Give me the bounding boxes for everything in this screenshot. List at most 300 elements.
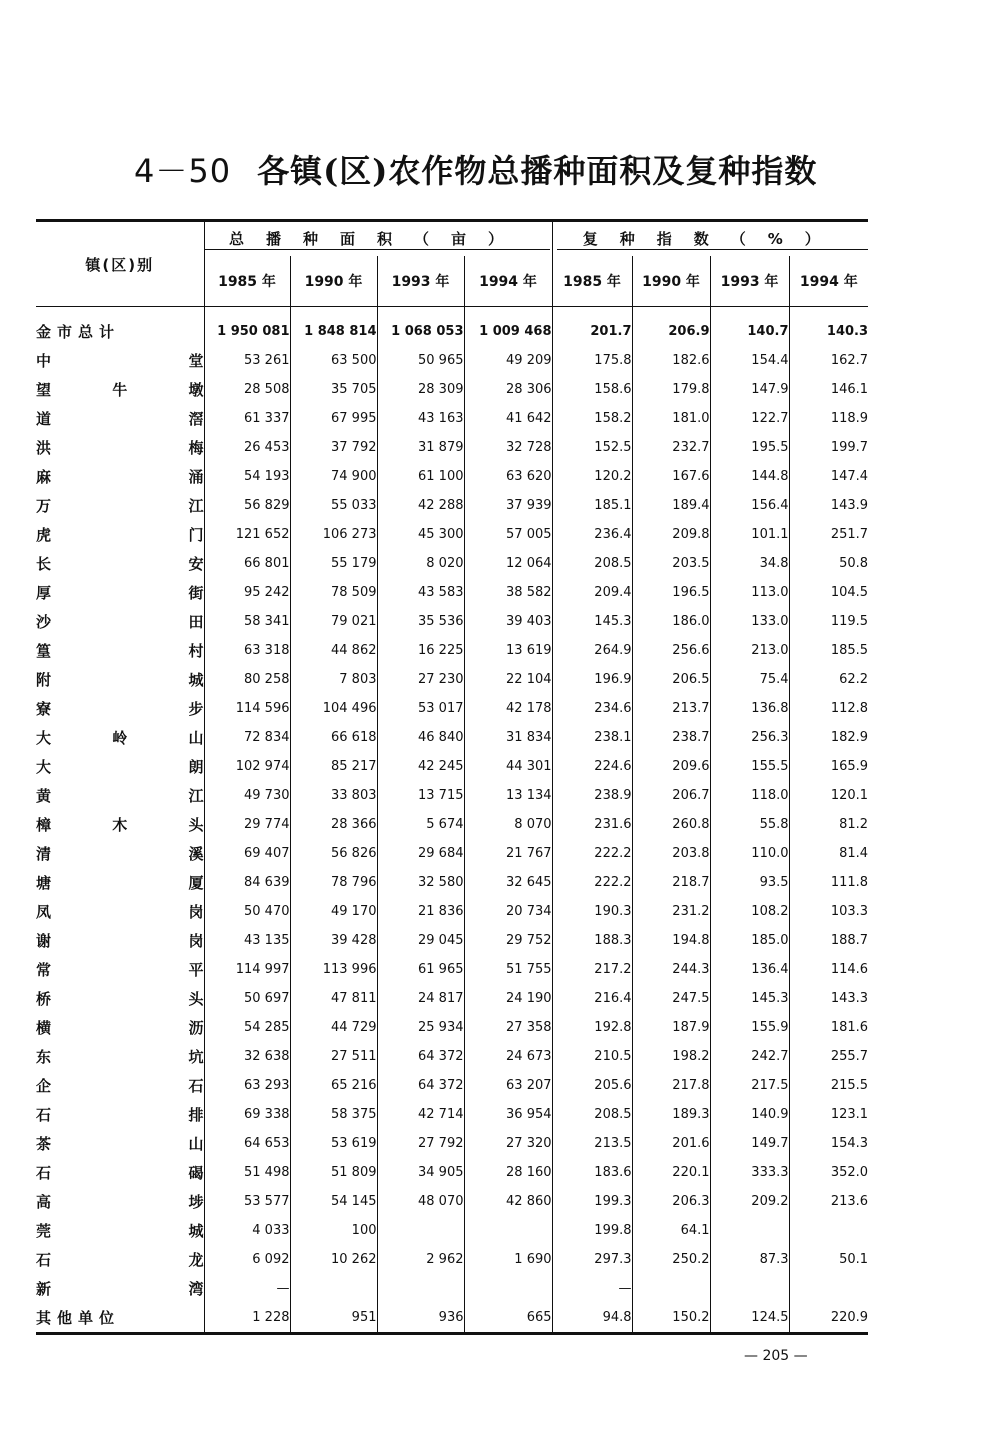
index-cell: 224.6 xyxy=(552,752,632,781)
index-cell: 143.3 xyxy=(789,984,868,1013)
index-cell: 244.3 xyxy=(632,955,710,984)
index-cell: 118.9 xyxy=(789,404,868,433)
index-cell: 196.5 xyxy=(632,578,710,607)
area-cell: 63 207 xyxy=(464,1071,552,1100)
area-cell: 1 848 814 xyxy=(290,317,377,346)
area-cell: 121 652 xyxy=(204,520,290,549)
index-cell: 167.6 xyxy=(632,462,710,491)
index-cell: 81.2 xyxy=(789,810,868,839)
area-cell: 58 375 xyxy=(290,1100,377,1129)
area-cell: 1 009 468 xyxy=(464,317,552,346)
table-row xyxy=(36,752,868,781)
area-cell xyxy=(464,1216,552,1245)
index-cell: 205.6 xyxy=(552,1071,632,1100)
area-cell: 84 639 xyxy=(204,868,290,897)
town-name xyxy=(36,723,204,752)
table-row xyxy=(36,636,868,665)
index-cell: 251.7 xyxy=(789,520,868,549)
town-name-text: 高 埗 xyxy=(36,1193,204,1211)
town-name xyxy=(36,1158,204,1187)
index-cell: 50.1 xyxy=(789,1245,868,1274)
index-cell: 203.5 xyxy=(632,549,710,578)
area-cell: 53 017 xyxy=(377,694,464,723)
area-cell: 69 338 xyxy=(204,1100,290,1129)
town-name xyxy=(36,1245,204,1274)
town-name-text: 新 湾 xyxy=(36,1280,204,1298)
index-cell: 256.3 xyxy=(710,723,789,752)
table-row xyxy=(36,1274,868,1303)
town-name xyxy=(36,810,204,839)
index-cell: 179.8 xyxy=(632,375,710,404)
group-header-index: 复种指数（%） xyxy=(552,221,868,256)
area-cell: 24 817 xyxy=(377,984,464,1013)
area-cell: 42 288 xyxy=(377,491,464,520)
area-cell: 32 638 xyxy=(204,1042,290,1071)
index-cell: 55.8 xyxy=(710,810,789,839)
town-name-text: 篁 村 xyxy=(36,642,204,660)
index-cell: 217.8 xyxy=(632,1071,710,1100)
index-cell: 196.9 xyxy=(552,665,632,694)
area-cell: 36 954 xyxy=(464,1100,552,1129)
town-name-text: 常 平 xyxy=(36,961,204,979)
index-cell: 158.2 xyxy=(552,404,632,433)
town-name-text: 金市总计 xyxy=(36,323,121,341)
spacer-row xyxy=(36,307,868,318)
area-cell: 51 809 xyxy=(290,1158,377,1187)
area-cell xyxy=(377,1274,464,1303)
index-cell: 111.8 xyxy=(789,868,868,897)
area-cell: 28 306 xyxy=(464,375,552,404)
town-name-text: 其他单位 xyxy=(36,1309,121,1327)
index-cell: 215.5 xyxy=(789,1071,868,1100)
index-cell: 165.9 xyxy=(789,752,868,781)
index-cell: 140.3 xyxy=(789,317,868,346)
index-cell: 231.6 xyxy=(552,810,632,839)
index-cell: 34.8 xyxy=(710,549,789,578)
table-row xyxy=(36,462,868,491)
index-cell: 192.8 xyxy=(552,1013,632,1042)
index-cell: 206.5 xyxy=(632,665,710,694)
area-cell: 53 261 xyxy=(204,346,290,375)
index-cell: 234.6 xyxy=(552,694,632,723)
index-cell: 199.7 xyxy=(789,433,868,462)
area-cell: 61 100 xyxy=(377,462,464,491)
town-name-text: 东 坑 xyxy=(36,1048,204,1066)
area-cell: 37 939 xyxy=(464,491,552,520)
area-cell: 16 225 xyxy=(377,636,464,665)
index-cell: 247.5 xyxy=(632,984,710,1013)
area-cell: 13 715 xyxy=(377,781,464,810)
index-cell: 136.4 xyxy=(710,955,789,984)
index-cell: 222.2 xyxy=(552,868,632,897)
area-cell: 4 033 xyxy=(204,1216,290,1245)
index-cell: 185.5 xyxy=(789,636,868,665)
town-name-text: 樟 木 头 xyxy=(36,816,204,834)
index-cell: 50.8 xyxy=(789,549,868,578)
area-cell: 12 064 xyxy=(464,549,552,578)
index-cell: 186.0 xyxy=(632,607,710,636)
index-cell: 122.7 xyxy=(710,404,789,433)
area-cell: 41 642 xyxy=(464,404,552,433)
index-cell: 118.0 xyxy=(710,781,789,810)
town-name-text: 莞 城 xyxy=(36,1222,204,1240)
town-name xyxy=(36,578,204,607)
index-cell: 194.8 xyxy=(632,926,710,955)
town-name-text: 横 沥 xyxy=(36,1019,204,1037)
index-cell: 140.9 xyxy=(710,1100,789,1129)
area-cell: 63 620 xyxy=(464,462,552,491)
area-cell: 38 582 xyxy=(464,578,552,607)
town-name-text: 沙 田 xyxy=(36,613,204,631)
town-name xyxy=(36,462,204,491)
page-title xyxy=(134,146,834,192)
town-name-text: 塘 厦 xyxy=(36,874,204,892)
area-cell: 31 834 xyxy=(464,723,552,752)
area-cell: 1 950 081 xyxy=(204,317,290,346)
table-row xyxy=(36,1245,868,1274)
town-name xyxy=(36,665,204,694)
town-name-text: 石 排 xyxy=(36,1106,204,1124)
index-cell: 181.0 xyxy=(632,404,710,433)
area-cell: 55 033 xyxy=(290,491,377,520)
total-row xyxy=(36,317,868,346)
index-cell: 145.3 xyxy=(710,984,789,1013)
area-cell: 64 372 xyxy=(377,1071,464,1100)
town-name xyxy=(36,1129,204,1158)
index-cell: — xyxy=(552,1274,632,1303)
table-row xyxy=(36,1100,868,1129)
town-name-text: 道 滘 xyxy=(36,410,204,428)
index-cell: 264.9 xyxy=(552,636,632,665)
year-header-0: 1985 年 xyxy=(204,256,290,307)
index-cell: 189.4 xyxy=(632,491,710,520)
town-name xyxy=(36,897,204,926)
table-row xyxy=(36,1042,868,1071)
index-cell: 133.0 xyxy=(710,607,789,636)
area-cell: 26 453 xyxy=(204,433,290,462)
town-name xyxy=(36,1187,204,1216)
index-cell: 256.6 xyxy=(632,636,710,665)
town-name-text: 石 碣 xyxy=(36,1164,204,1182)
area-cell: 102 974 xyxy=(204,752,290,781)
area-cell: 8 070 xyxy=(464,810,552,839)
area-cell: 20 734 xyxy=(464,897,552,926)
area-cell: 951 xyxy=(290,1303,377,1334)
area-cell: 45 300 xyxy=(377,520,464,549)
year-header-6: 1993 年 xyxy=(710,256,789,307)
year-header-5: 1990 年 xyxy=(632,256,710,307)
index-cell: 103.3 xyxy=(789,897,868,926)
area-cell: 21 767 xyxy=(464,839,552,868)
area-cell: 936 xyxy=(377,1303,464,1334)
town-name xyxy=(36,607,204,636)
area-cell: 2 962 xyxy=(377,1245,464,1274)
area-cell: 39 403 xyxy=(464,607,552,636)
area-cell: 69 407 xyxy=(204,839,290,868)
town-name xyxy=(36,317,204,346)
area-cell: 79 021 xyxy=(290,607,377,636)
index-cell: 199.3 xyxy=(552,1187,632,1216)
year-header-4: 1985 年 xyxy=(552,256,632,307)
town-name xyxy=(36,1100,204,1129)
area-cell: 31 879 xyxy=(377,433,464,462)
index-cell: 195.5 xyxy=(710,433,789,462)
index-cell: 188.3 xyxy=(552,926,632,955)
town-name-text: 洪 梅 xyxy=(36,439,204,457)
index-cell: 119.5 xyxy=(789,607,868,636)
area-cell: 27 792 xyxy=(377,1129,464,1158)
index-cell: 136.8 xyxy=(710,694,789,723)
table-row xyxy=(36,1071,868,1100)
index-cell: 101.1 xyxy=(710,520,789,549)
area-cell: 5 674 xyxy=(377,810,464,839)
area-cell: 56 826 xyxy=(290,839,377,868)
table-row xyxy=(36,897,868,926)
town-name-text: 桥 头 xyxy=(36,990,204,1008)
area-cell: 66 618 xyxy=(290,723,377,752)
table-row xyxy=(36,1216,868,1245)
index-cell: 333.3 xyxy=(710,1158,789,1187)
town-name-text: 谢 岗 xyxy=(36,932,204,950)
index-cell: 213.6 xyxy=(789,1187,868,1216)
index-cell: 158.6 xyxy=(552,375,632,404)
area-cell: 29 045 xyxy=(377,926,464,955)
table-row xyxy=(36,1303,868,1334)
area-cell: 13 134 xyxy=(464,781,552,810)
area-cell: 28 508 xyxy=(204,375,290,404)
table-row xyxy=(36,781,868,810)
town-name-text: 寮 步 xyxy=(36,700,204,718)
index-cell xyxy=(789,1216,868,1245)
index-cell: 213.0 xyxy=(710,636,789,665)
year-header-1: 1990 年 xyxy=(290,256,377,307)
index-cell: 250.2 xyxy=(632,1245,710,1274)
area-cell: 42 178 xyxy=(464,694,552,723)
group-header-area: 总播种面积（亩） xyxy=(204,221,552,256)
area-cell: 6 092 xyxy=(204,1245,290,1274)
area-cell: 43 583 xyxy=(377,578,464,607)
area-cell: 49 170 xyxy=(290,897,377,926)
town-name xyxy=(36,1274,204,1303)
town-name-text: 虎 门 xyxy=(36,526,204,544)
town-name xyxy=(36,1013,204,1042)
area-cell: 49 730 xyxy=(204,781,290,810)
area-cell: 58 341 xyxy=(204,607,290,636)
area-cell: 47 811 xyxy=(290,984,377,1013)
area-cell: 46 840 xyxy=(377,723,464,752)
area-cell: 95 242 xyxy=(204,578,290,607)
area-cell: 54 285 xyxy=(204,1013,290,1042)
index-cell: 143.9 xyxy=(789,491,868,520)
area-cell: 665 xyxy=(464,1303,552,1334)
area-cell: 10 262 xyxy=(290,1245,377,1274)
area-cell: 61 337 xyxy=(204,404,290,433)
index-cell: 209.8 xyxy=(632,520,710,549)
table-row xyxy=(36,375,868,404)
area-cell: 22 104 xyxy=(464,665,552,694)
index-cell: 147.9 xyxy=(710,375,789,404)
area-cell: 42 245 xyxy=(377,752,464,781)
year-header-7: 1994 年 xyxy=(789,256,868,307)
table-row xyxy=(36,1187,868,1216)
town-name-text: 厚 街 xyxy=(36,584,204,602)
table-row xyxy=(36,607,868,636)
index-cell: 201.7 xyxy=(552,317,632,346)
index-cell: 123.1 xyxy=(789,1100,868,1129)
area-cell: 100 xyxy=(290,1216,377,1245)
index-cell: 124.5 xyxy=(710,1303,789,1334)
table-row xyxy=(36,433,868,462)
area-cell: 106 273 xyxy=(290,520,377,549)
index-cell: 113.0 xyxy=(710,578,789,607)
index-cell: 154.3 xyxy=(789,1129,868,1158)
index-cell: 62.2 xyxy=(789,665,868,694)
town-name xyxy=(36,781,204,810)
area-cell: 35 536 xyxy=(377,607,464,636)
area-cell: 27 230 xyxy=(377,665,464,694)
area-cell: 24 190 xyxy=(464,984,552,1013)
index-cell: 93.5 xyxy=(710,868,789,897)
town-name xyxy=(36,549,204,578)
year-header-2: 1993 年 xyxy=(377,256,464,307)
area-cell: 33 803 xyxy=(290,781,377,810)
area-cell: 34 905 xyxy=(377,1158,464,1187)
table-title: 各镇(区)农作物总播种面积及复种指数 xyxy=(257,152,818,190)
area-cell: 24 673 xyxy=(464,1042,552,1071)
area-cell: 13 619 xyxy=(464,636,552,665)
area-cell: 57 005 xyxy=(464,520,552,549)
town-name-text: 大 岭 山 xyxy=(36,729,204,747)
town-name xyxy=(36,868,204,897)
table-row xyxy=(36,1158,868,1187)
index-cell: 114.6 xyxy=(789,955,868,984)
area-cell: 113 996 xyxy=(290,955,377,984)
area-cell: 28 366 xyxy=(290,810,377,839)
index-cell: 217.2 xyxy=(552,955,632,984)
index-cell: 238.1 xyxy=(552,723,632,752)
index-cell: 146.1 xyxy=(789,375,868,404)
area-cell: 114 596 xyxy=(204,694,290,723)
area-cell: 37 792 xyxy=(290,433,377,462)
town-name xyxy=(36,1071,204,1100)
index-cell: 145.3 xyxy=(552,607,632,636)
area-cell: 61 965 xyxy=(377,955,464,984)
area-cell: 53 619 xyxy=(290,1129,377,1158)
index-cell: 199.8 xyxy=(552,1216,632,1245)
town-name-text: 长 安 xyxy=(36,555,204,573)
area-cell: 114 997 xyxy=(204,955,290,984)
area-cell: 42 714 xyxy=(377,1100,464,1129)
table-row xyxy=(36,984,868,1013)
area-cell: 63 500 xyxy=(290,346,377,375)
town-name xyxy=(36,520,204,549)
town-name-text: 茶 山 xyxy=(36,1135,204,1153)
index-cell: 185.0 xyxy=(710,926,789,955)
area-cell: 32 728 xyxy=(464,433,552,462)
town-name-text: 清 溪 xyxy=(36,845,204,863)
area-cell: 28 160 xyxy=(464,1158,552,1187)
area-cell: 63 293 xyxy=(204,1071,290,1100)
town-name xyxy=(36,1042,204,1071)
area-cell: — xyxy=(204,1274,290,1303)
index-cell: 81.4 xyxy=(789,839,868,868)
table-number: 4－50 xyxy=(134,152,232,190)
area-cell: 50 697 xyxy=(204,984,290,1013)
area-cell: 104 496 xyxy=(290,694,377,723)
table-row xyxy=(36,839,868,868)
area-cell: 1 228 xyxy=(204,1303,290,1334)
area-cell: 51 498 xyxy=(204,1158,290,1187)
table-row xyxy=(36,404,868,433)
index-cell: 352.0 xyxy=(789,1158,868,1187)
table-row xyxy=(36,1013,868,1042)
area-cell: 54 193 xyxy=(204,462,290,491)
area-cell: 65 216 xyxy=(290,1071,377,1100)
index-cell: 209.6 xyxy=(632,752,710,781)
area-cell: 1 068 053 xyxy=(377,317,464,346)
table-row xyxy=(36,520,868,549)
index-cell: 162.7 xyxy=(789,346,868,375)
index-cell: 64.1 xyxy=(632,1216,710,1245)
index-cell: 209.4 xyxy=(552,578,632,607)
area-cell: 32 580 xyxy=(377,868,464,897)
index-cell: 238.7 xyxy=(632,723,710,752)
area-cell: 50 470 xyxy=(204,897,290,926)
index-cell: 198.2 xyxy=(632,1042,710,1071)
index-cell: 120.1 xyxy=(789,781,868,810)
index-cell: 216.4 xyxy=(552,984,632,1013)
town-name-text: 企 石 xyxy=(36,1077,204,1095)
area-cell: 25 934 xyxy=(377,1013,464,1042)
area-cell: 27 511 xyxy=(290,1042,377,1071)
area-cell: 80 258 xyxy=(204,665,290,694)
index-cell: 155.5 xyxy=(710,752,789,781)
index-cell: 108.2 xyxy=(710,897,789,926)
town-name-text: 大 朗 xyxy=(36,758,204,776)
index-cell: 183.6 xyxy=(552,1158,632,1187)
area-cell: 32 645 xyxy=(464,868,552,897)
area-cell: 8 020 xyxy=(377,549,464,578)
town-name xyxy=(36,404,204,433)
area-cell: 55 179 xyxy=(290,549,377,578)
area-cell: 66 801 xyxy=(204,549,290,578)
index-cell: 188.7 xyxy=(789,926,868,955)
area-cell: 85 217 xyxy=(290,752,377,781)
area-cell xyxy=(377,1216,464,1245)
table-row xyxy=(36,926,868,955)
town-name xyxy=(36,1303,204,1334)
index-cell: 155.9 xyxy=(710,1013,789,1042)
index-cell: 218.7 xyxy=(632,868,710,897)
area-cell xyxy=(464,1274,552,1303)
index-cell: 236.4 xyxy=(552,520,632,549)
index-cell: 144.8 xyxy=(710,462,789,491)
index-cell: 189.3 xyxy=(632,1100,710,1129)
table-row xyxy=(36,868,868,897)
town-name xyxy=(36,839,204,868)
town-name xyxy=(36,491,204,520)
area-cell: 44 729 xyxy=(290,1013,377,1042)
index-cell: 152.5 xyxy=(552,433,632,462)
town-name-text: 凤 岗 xyxy=(36,903,204,921)
town-name xyxy=(36,955,204,984)
index-cell: 185.1 xyxy=(552,491,632,520)
area-cell: 44 301 xyxy=(464,752,552,781)
index-cell: 149.7 xyxy=(710,1129,789,1158)
index-cell: 206.3 xyxy=(632,1187,710,1216)
index-cell: 222.2 xyxy=(552,839,632,868)
index-cell: 206.7 xyxy=(632,781,710,810)
